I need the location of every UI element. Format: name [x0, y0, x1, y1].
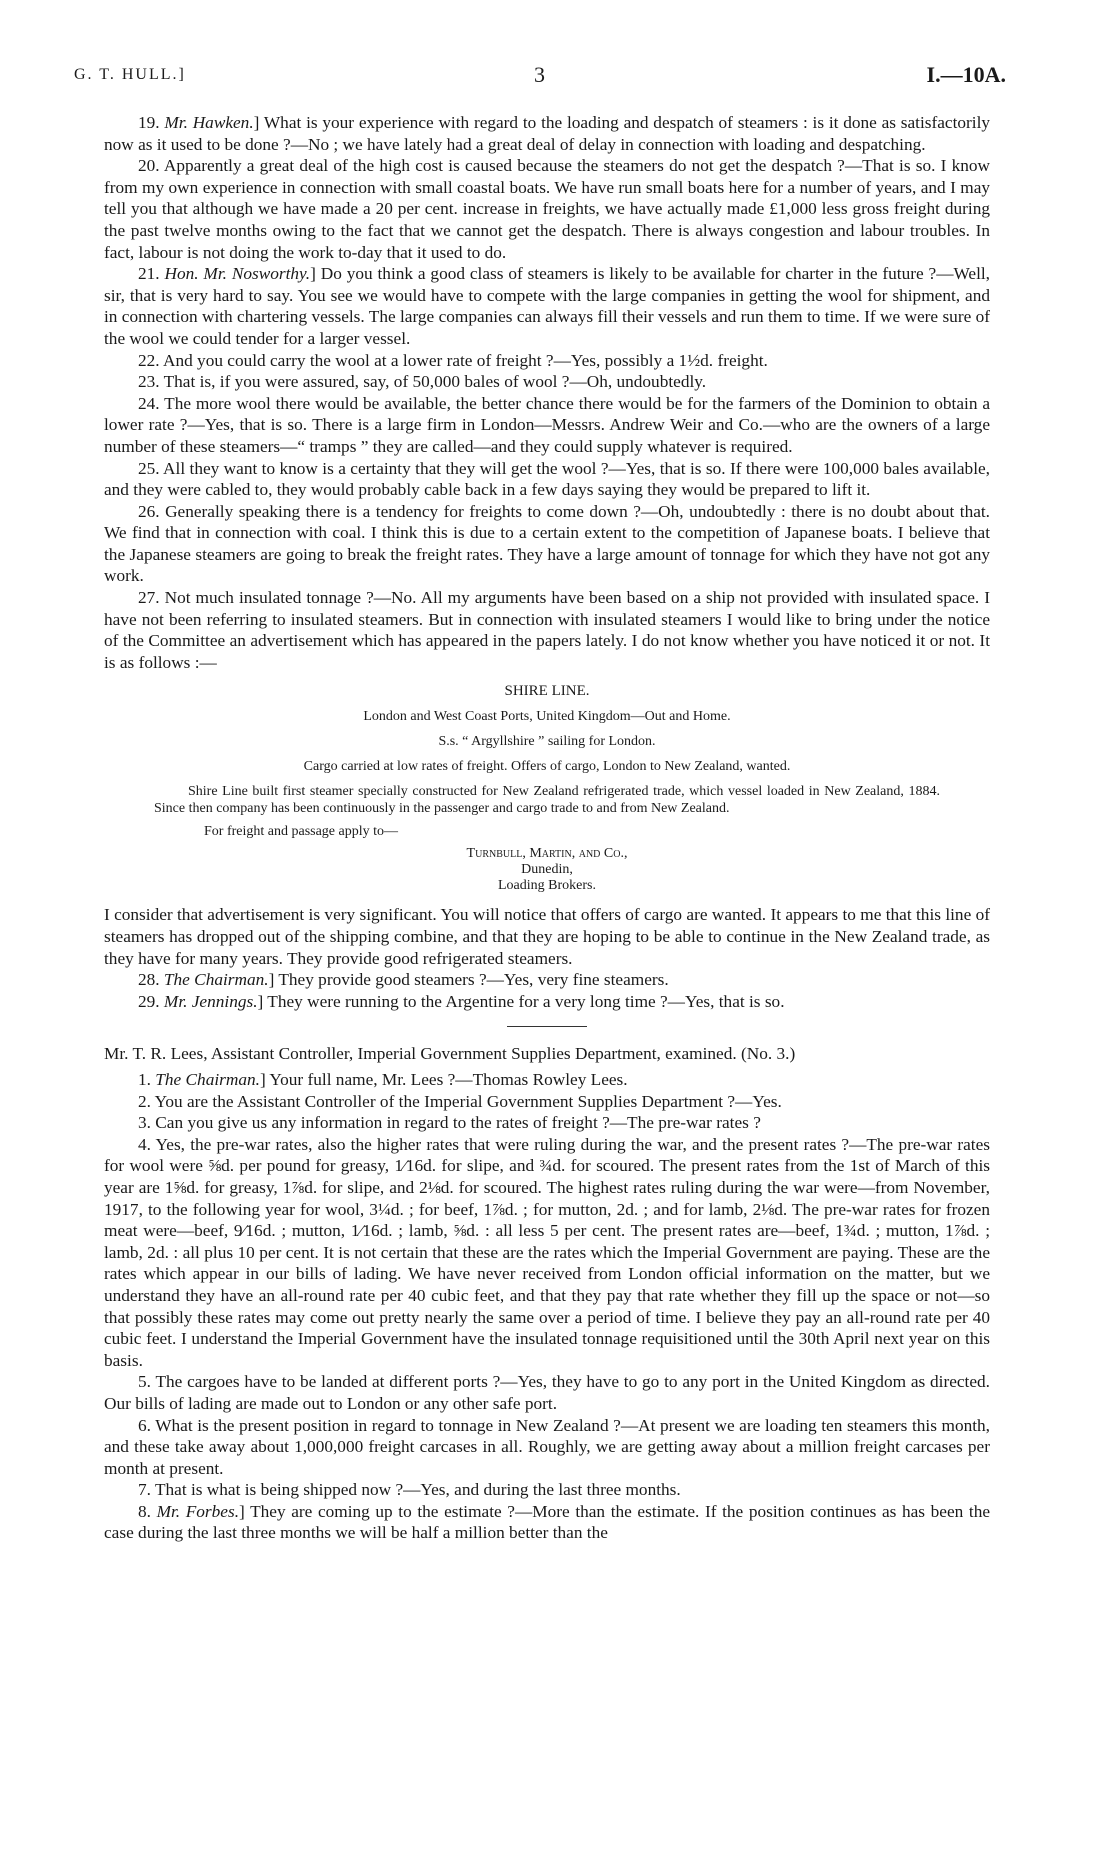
paragraph-text: 22. And you could carry the wool at a lower rate of freight ?—Yes, possibly a 1½d. freight. [138, 350, 768, 370]
testimony-paragraph [104, 393, 990, 458]
document-body [104, 112, 990, 1544]
advert-history: Shire Line built first steamer specially constructed for New Zealand refrigerated trade, which vessel loaded in New Zealand, 1884. Since then company has been continuously in the passenger and cargo trade to and from New Zealand. [154, 784, 940, 817]
paper-reference: I.—10A. [926, 62, 1006, 87]
speaker-name: Mr. Forbes. [156, 1501, 240, 1521]
speaker-name: The Chairman. [163, 970, 269, 990]
paragraph-text: ] What is your experience with regard to the loading and despatch of steamers : is it done as satisfactorily now as it used to be done ?—No ; we have lately had a great deal of delay in connection with loading and despatching. [104, 113, 991, 154]
testimony-paragraph [104, 1112, 990, 1134]
speaker-name: Mr. Hawken. [164, 113, 254, 132]
testimony-paragraph [104, 969, 990, 991]
testimony-paragraph [104, 458, 990, 501]
page-header [74, 62, 1006, 98]
paragraph-text: 5. The cargoes have to be landed at different ports ?—Yes, they have to go to any port in the United Kingdom as directed. Our bills of lading are made out to London or any other safe port. [104, 1372, 990, 1413]
section-divider [507, 1026, 587, 1027]
testimony-paragraph [104, 1069, 990, 1091]
paragraph-text: ] They were running to the Argentine for a very long time ?—Yes, that is so. [257, 991, 785, 1011]
paragraph-text: 26. Generally speaking there is a tendency for freights to come down ?—Oh, undoubtedly : there is no doubt about that. We find that in connection with coal. I think this is due to a certain extent to the competition of Japanese boats. I believe that the Japanese steamers are going to break the freight rates. They have a large amount of tonnage for which they have not got any work. [104, 501, 990, 586]
testimony-paragraph [104, 587, 990, 673]
testimony-section-b [104, 904, 990, 1012]
question-number: 19. [138, 113, 165, 132]
paragraph-text: 2. You are the Assistant Controller of the Imperial Government Supplies Department ?—Yes. [138, 1091, 782, 1111]
speaker-name: Mr. Jennings. [163, 991, 258, 1011]
testimony-paragraph [104, 501, 990, 587]
testimony-paragraph [104, 350, 990, 372]
speaker-name: The Chairman. [155, 1070, 260, 1089]
paragraph-text: ] They are coming up to the estimate ?—More than the estimate. If the position continues as has been the case during the last three months we will be half a million better than the [104, 1501, 991, 1543]
testimony-paragraph [104, 1134, 990, 1372]
witness-running-head: G. T. HULL.] [74, 66, 186, 83]
advert-address [104, 846, 990, 894]
paragraph-text: 7. That is what is being shipped now ?—Yes, and during the last three months. [138, 1480, 681, 1500]
paragraph-text: ] Do you think a good class of steamers is likely to be available for charter in the future ?—Well, sir, that is very hard to say. You see we would have to compete with the large companies in getting the wool for shipment, and in connection with chartering vessels. The large companies can always fill their vessels and run them to time. If we were sure of the wool we could tender for a larger vessel. [104, 264, 990, 348]
paragraph-text: 25. All they want to know is a certainty that they will get the wool ?—Yes, that is so. If there were 100,000 bales available, and they were cabled to, they would probably cable back in a few days saying they would be prepared to lift it. [104, 458, 990, 500]
testimony-paragraph [104, 263, 990, 349]
testimony-paragraph [104, 1501, 990, 1544]
paragraph-text: 23. That is, if you were assured, say, of 50,000 bales of wool ?—Oh, undoubtedly. [138, 372, 707, 392]
paragraph-text: I consider that advertisement is very significant. You will notice that offers of cargo are wanted. It appears to me that this line of steamers has dropped out of the shipping combine, and that they are hoping to be able to continue in the New Zealand trade, as they have for many years. They provide good refrigerated steamers. [104, 905, 990, 968]
advert-title: SHIRE LINE. [504, 683, 590, 700]
witness-heading: Mr. T. R. Lees, Assistant Controller, Imperial Government Supplies Department, examined. (No. 3.) [104, 1044, 796, 1064]
advert-cargo: Cargo carried at low rates of freight. Offers of cargo, London to New Zealand, wanted. [303, 759, 791, 775]
testimony-paragraph [104, 1371, 990, 1414]
testimony-paragraph [104, 1091, 990, 1113]
paragraph-text: 20. Apparently a great deal of the high cost is caused because the steamers do not get the despatch ?—That is so. I know from my own experience in connection with small coastal boats. We have run small boats here for a number of years, and I may tell you that although we have made a 20 per cent. increase in freights, we have actually made £1,000 less gross freight during the past twelve months owing to the fact that we cannot get the despatch. There is always congestion and labour troubles. In fact, labour is not doing the work to-day that it used to do. [104, 156, 990, 262]
page-number: 3 [534, 62, 545, 87]
advert-role: Loading Brokers. [498, 878, 596, 894]
testimony-paragraph [104, 991, 990, 1013]
paragraph-text: 24. The more wool there would be available, the better chance there would be for the farmers of the Dominion to obtain a lower rate ?—Yes, that is so. There is a large firm in London—Messrs. Andrew Weir and Co.—who are the owners of a large number of these steamers—“ tramps ” they are called—and they could supply whatever is required. [104, 393, 990, 456]
speaker-name: Hon. Mr. Nosworthy. [164, 264, 311, 284]
testimony-paragraph [104, 371, 990, 393]
testimony-paragraph [104, 1415, 990, 1480]
advert-agent: Turnbull, Martin, and Co., [466, 846, 628, 862]
paragraph-text: 27. Not much insulated tonnage ?—No. All my arguments have been based on a ship not provided with insulated space. I have not been referring to insulated steamers. But in connection with insulated steamers I would like to bring under the notice of the Committee an advertisement which has appeared in the papers lately. I do not know whether you have noticed it or not. It is as follows :— [104, 588, 990, 672]
paragraph-text: 6. What is the present position in regard to tonnage in New Zealand ?—At present we are loading ten steamers this month, and these take away about 1,000,000 freight carcases in all. Roughly, we are getting away about a million freight carcases per month at present. [104, 1415, 990, 1478]
advert-ports: London and West Coast Ports, United Kingdom—Out and Home. [363, 709, 731, 725]
testimony-paragraph [104, 155, 990, 263]
paragraph-text: ] Your full name, Mr. Lees ?—Thomas Rowley Lees. [259, 1070, 628, 1089]
question-number: 8. [138, 1501, 157, 1521]
paragraph-text: 4. Yes, the pre-war rates, also the higher rates that were ruling during the war, and the present rates ?—The pre-war rates for wool were ⅝d. per pound for greasy, 1⁄16d. for slipe, and ¾d. for scoured. The present rates from the 1st of March of this year are 1⅝d. for greasy, 1⅞d. for slipe, and 2⅛d. for scoured. The highest rates ruling during the war were—from November, 1917, to the following year for wool, 3¼d. ; for beef, 1⅞d. ; for mutton, 2d. ; and for lamb, 2⅛d. The pre-war rates for frozen meat were—beef, 9⁄16d. ; mutton, 1⁄16d. ; lamb, ⅝d. : all less 5 per cent. The present rates are—beef, 1¾d. ; mutton, 1⅞d. ; lamb, 2d. : all plus 10 per cent. It is not certain that these are the rates which the Imperial Government are paying. These are the rates which appear in our bills of lading. We have never received from London official information on the matter, but we understand they have an all-round rate per 40 cubic feet, and that they pay that rate whether they fill up the space or not—so that possibly these rates may come out pretty nearly the same over a period of time. I believe they pay an all-round rate per 40 cubic feet. I understand the Imperial Government have the insulated tonnage requisitioned until the 30th April next year on this basis. [104, 1134, 990, 1370]
advert-city: Dunedin, [521, 862, 573, 878]
question-number: 29. [138, 991, 164, 1011]
testimony-paragraph [104, 904, 990, 969]
question-number: 1. [138, 1070, 156, 1089]
testimony-paragraph [104, 1479, 990, 1501]
paragraph-text: ] They provide good steamers ?—Yes, very fine steamers. [268, 970, 669, 990]
paragraph-text: 3. Can you give us any information in regard to the rates of freight ?—The pre-war rates ? [138, 1113, 761, 1133]
testimony-paragraph [104, 112, 990, 155]
question-number: 21. [138, 264, 165, 284]
shire-line-advertisement [104, 683, 990, 894]
advert-apply: For freight and passage apply to— [204, 824, 399, 840]
testimony-section-a [104, 112, 990, 673]
question-number: 28. [138, 970, 164, 990]
testimony-section-c [104, 1069, 990, 1544]
advert-sailing: S.s. “ Argyllshire ” sailing for London. [438, 734, 656, 750]
document-page [74, 62, 1006, 1544]
